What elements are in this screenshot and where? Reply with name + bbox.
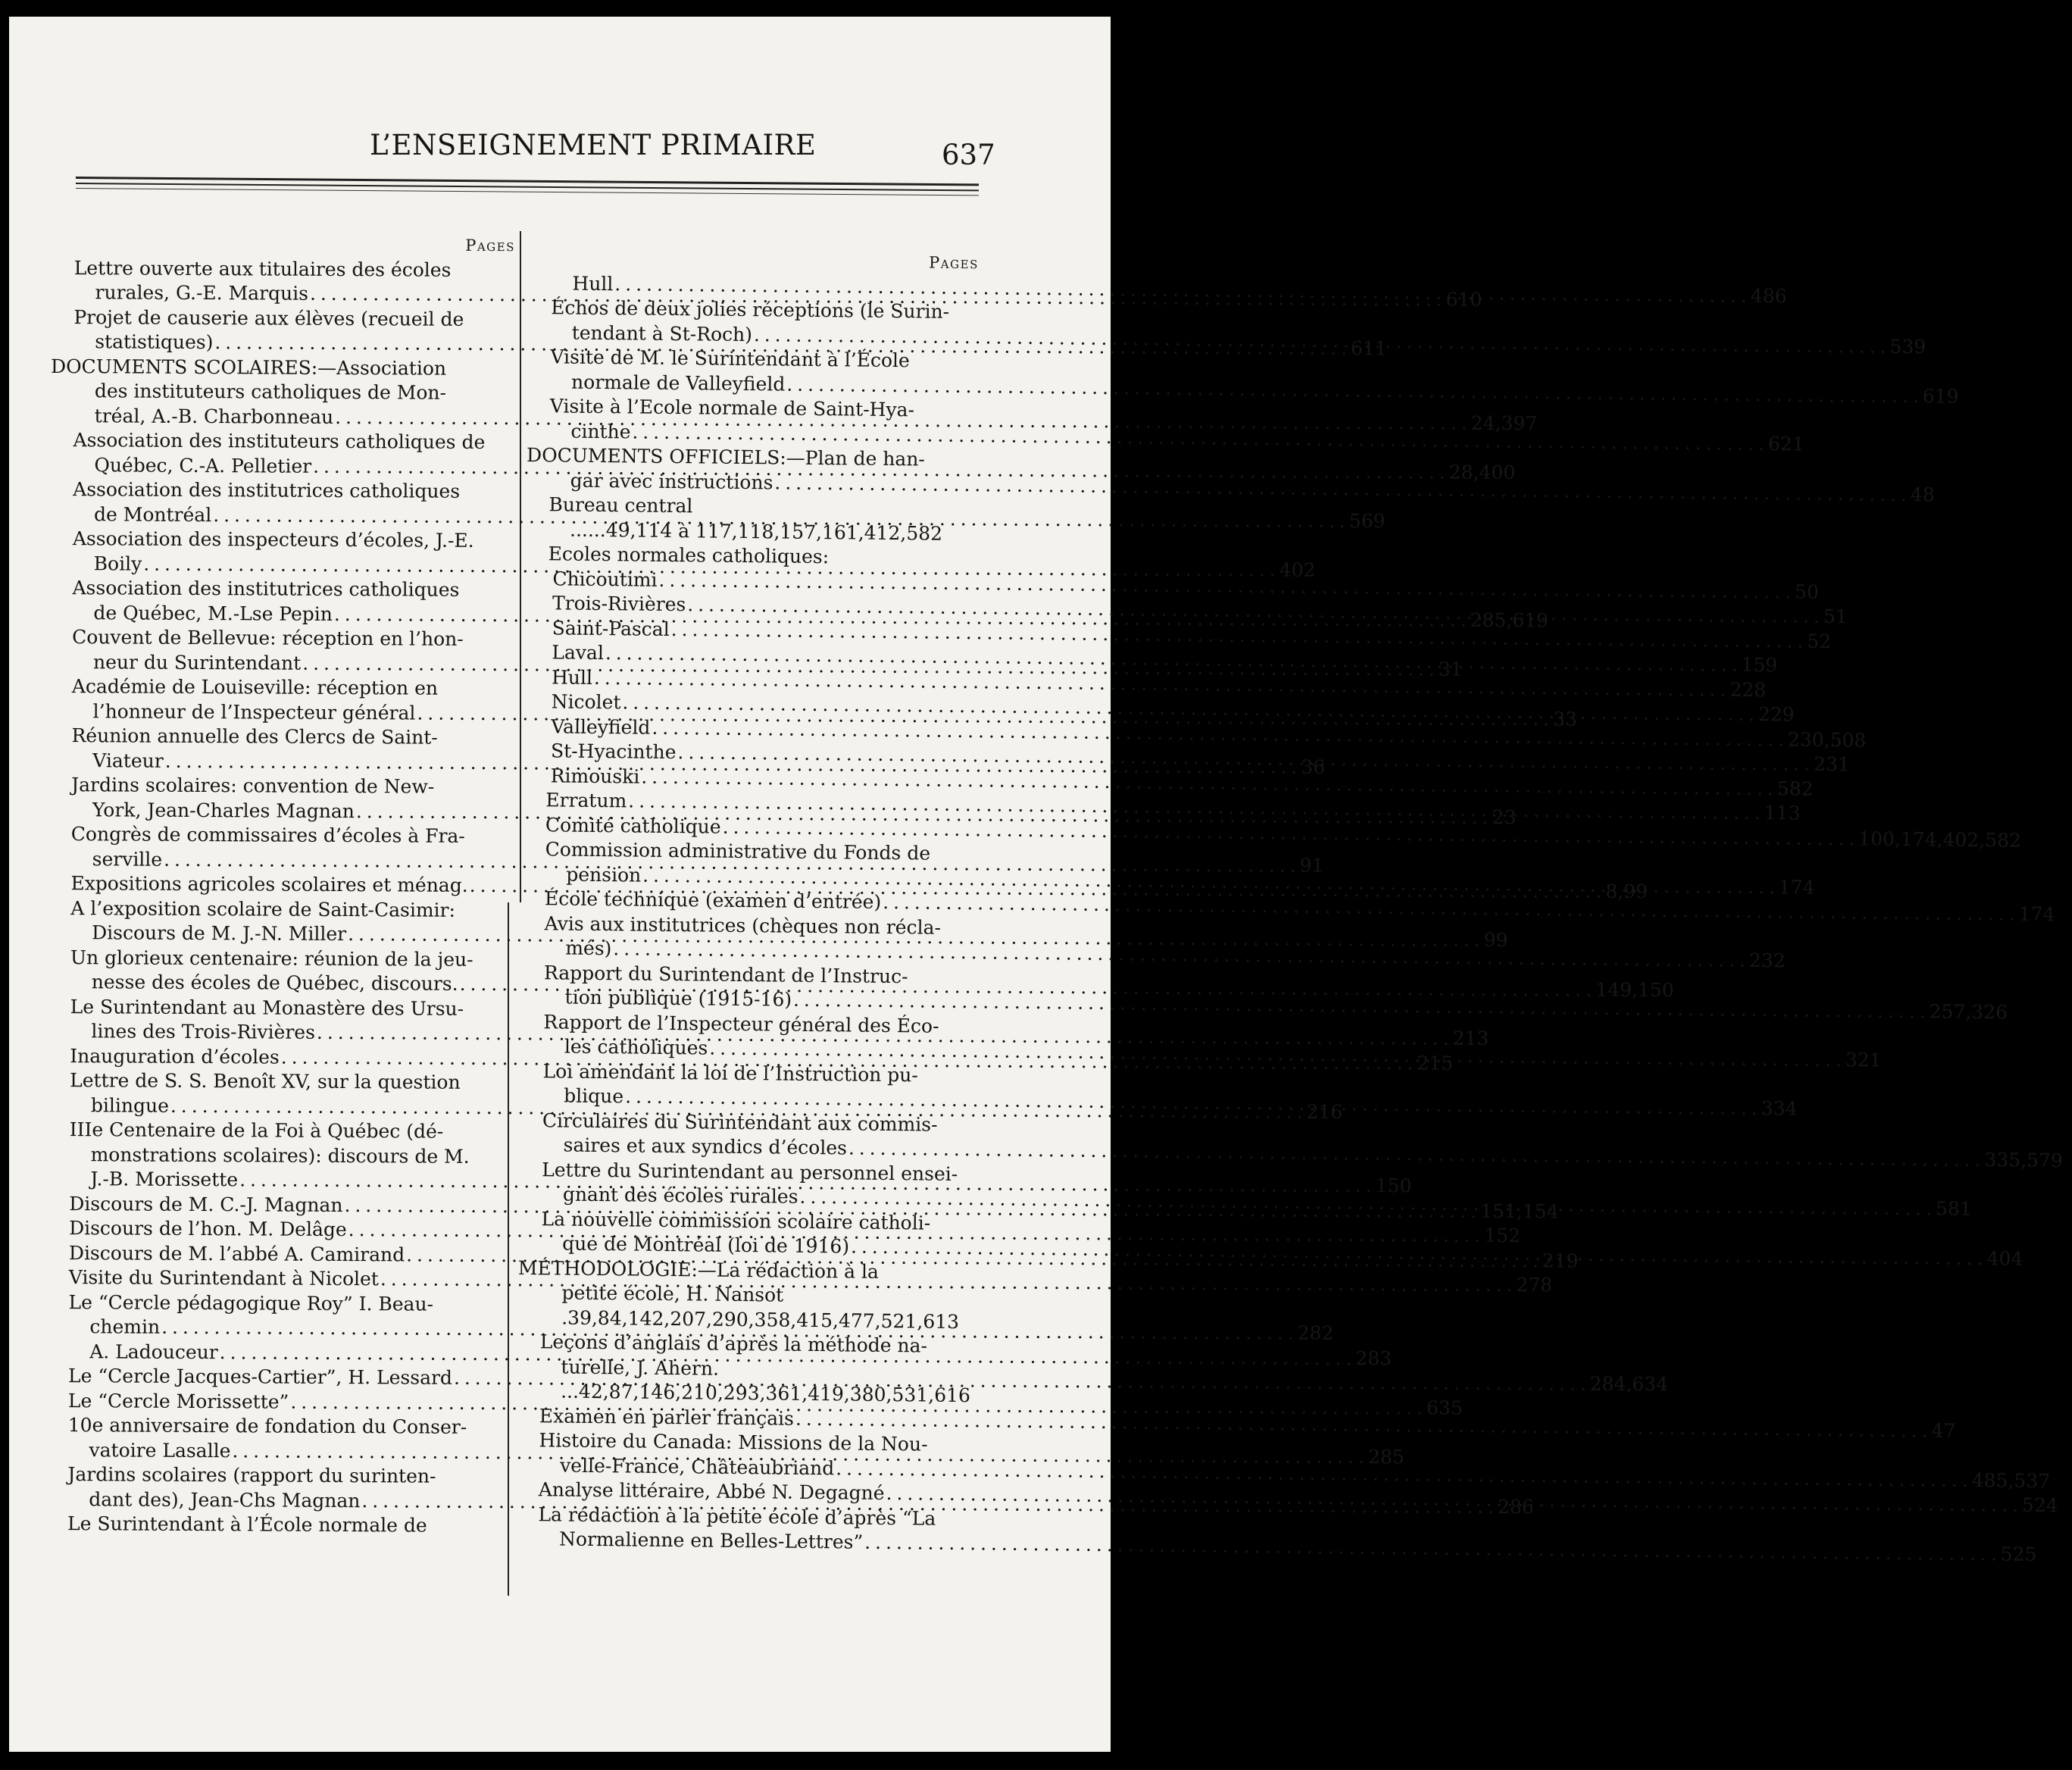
- entry-text: normale de Valleyfield: [570, 371, 786, 396]
- entry-page-number: 283: [1355, 1346, 1392, 1369]
- entry-page-number: 539: [1889, 335, 1927, 358]
- index-entry-line: [48, 945, 511, 972]
- entry-text: nesse des écoles de Québec, discours.: [91, 971, 458, 995]
- entry-page-number: 47: [1931, 1418, 1956, 1442]
- entry-text: velle-France, Châteaubriand: [560, 1454, 835, 1479]
- entry-text: DOCUMENTS SCOLAIRES:—Association: [50, 355, 447, 380]
- pages-label: Pages: [929, 253, 979, 273]
- entry-text: Erratum: [545, 789, 627, 812]
- entry-text: .39,84,142,207,290,358,415,477,521,613: [561, 1306, 960, 1333]
- entry-text: neur du Surintendant: [92, 650, 302, 674]
- page-header: [0, 0, 1133, 205]
- index-entry-line: [45, 1413, 509, 1440]
- entry-text: bilingue: [90, 1093, 170, 1117]
- entry-text: Association des instituteurs catholiques de: [73, 429, 486, 454]
- entry-page-number: 149,150: [1595, 978, 1674, 1002]
- entry-page-number: 24,397: [1470, 411, 1538, 434]
- page-number: 637: [942, 139, 995, 171]
- entry-page-number: 278: [1516, 1274, 1553, 1296]
- entry-text: rurales, G.-E. Marquis: [95, 281, 309, 305]
- entry-text: Laval: [552, 641, 605, 665]
- entry-page-number: 257,326: [1929, 1000, 2008, 1024]
- entry-text: Bureau central: [548, 493, 693, 518]
- entry-text: Lettre ouverte aux titulaires des écoles: [73, 256, 452, 281]
- index-entry-line: [46, 1290, 510, 1317]
- entry-text: Rapport de l’Inspecteur général des Éco-: [543, 1010, 939, 1037]
- entry-text: Jardins scolaires (rapport du surinten-: [67, 1463, 436, 1487]
- index-entry-line: [49, 674, 513, 702]
- entry-page-number: 219: [1542, 1249, 1579, 1272]
- entry-text: petite école, H. Nansot: [561, 1281, 784, 1306]
- entry-text: turelle, J. Ahern.: [561, 1356, 720, 1380]
- entry-page-number: 334: [1761, 1097, 1798, 1120]
- entry-page-number: 50: [1794, 580, 1819, 603]
- entry-text: Le “Cercle Morissette”: [67, 1389, 289, 1413]
- entry-text: J.-B. Morissette: [90, 1168, 239, 1191]
- entry-page-number: 404: [1986, 1247, 2024, 1270]
- index-entry-line: [52, 255, 515, 283]
- entry-text: de Montréal: [93, 502, 212, 526]
- entry-text: Leçons d’anglais d’après la méthode na-: [539, 1331, 928, 1357]
- entry-text: A l’exposition scolaire de Saint-Casimir:: [70, 896, 456, 921]
- index-entry-line: [48, 724, 512, 751]
- entry-page-number: 335,579: [1984, 1149, 2063, 1172]
- index-entry-line: [51, 305, 514, 332]
- entry-page-number: 213: [1452, 1027, 1489, 1049]
- entry-text: Valleyfield: [551, 715, 651, 739]
- entry-text: chemin: [89, 1315, 161, 1338]
- entry-text: Visite à l’Ecole normale de Saint-Hya-: [549, 395, 915, 421]
- entry-page-number: 174: [1778, 875, 1815, 899]
- entry-page-number: 486: [1750, 284, 1787, 307]
- entry-page-number: 569: [1349, 509, 1386, 532]
- entry-page-number: 286: [1497, 1495, 1534, 1518]
- entry-text: Normalienne en Belles-Lettres”: [558, 1528, 864, 1553]
- entry-text: Ecoles normales catholiques:: [548, 543, 830, 568]
- entry-page-number: 582: [1777, 777, 1814, 800]
- entry-text: dant des), Jean-Chs Magnan: [89, 1487, 361, 1512]
- entry-text: les catholiques: [564, 1035, 708, 1059]
- entry-page-number: 232: [1749, 949, 1786, 972]
- entry-text: gnant des écoles rurales: [562, 1183, 798, 1208]
- entry-text: Académie de Louiseville: réception en: [71, 675, 439, 699]
- entry-page-number: 33: [1552, 707, 1577, 730]
- entry-text: Réunion annuelle des Clercs de Saint-: [71, 724, 438, 749]
- entry-page-number: 282: [1297, 1321, 1334, 1344]
- entry-text: ...42,87,146,210,293,361,419,380,531,616: [561, 1380, 971, 1407]
- entry-text: Échos de deux jolies réceptions (le Surin-: [551, 296, 950, 323]
- index-entry-line: [51, 379, 514, 406]
- entry-text: lines des Trois-Rivières: [91, 1020, 316, 1043]
- index-entry-line: [48, 822, 512, 849]
- entry-text: ......49,114 à 117,118,157,161,412,582: [569, 518, 943, 545]
- entry-page-number: 150: [1375, 1174, 1412, 1197]
- entry-text: tendant à St-Roch): [571, 321, 753, 346]
- index-entry-line: [45, 1462, 508, 1490]
- entry-page-number: 524: [2021, 1493, 2058, 1517]
- entry-text: A. Ladouceur: [89, 1340, 218, 1363]
- entry-text: DOCUMENTS OFFICIELS:—Plan de han-: [526, 443, 925, 471]
- entry-page-number: 100,174,402,582: [1858, 827, 2022, 852]
- entry-text: Lettre du Surintendant au personnel ensei-: [542, 1158, 958, 1185]
- entry-text: Loi amendant la loi de l’Instruction pu-: [542, 1059, 918, 1086]
- index-entry-line: [47, 1068, 511, 1096]
- entry-page-number: 151,154: [1480, 1199, 1559, 1222]
- entry-page-number: 619: [1922, 384, 1959, 408]
- entry-page-number: 285,619: [1470, 608, 1549, 631]
- entry-page-number: 51: [1823, 605, 1848, 628]
- entry-text: Boily: [93, 552, 142, 575]
- entry-text: Discours de M. C.-J. Magnan: [69, 1192, 343, 1216]
- entry-text: Examen en parler français: [539, 1404, 795, 1430]
- entry-text: cinthe: [570, 420, 631, 442]
- entry-text: Circulaires du Surintendant aux commis-: [542, 1109, 938, 1136]
- entry-text: més): [565, 937, 612, 960]
- entry-text: Hull: [551, 665, 593, 689]
- entry-text: Discours de M. J.-N. Miller: [92, 921, 347, 946]
- index-entry-line: [48, 773, 512, 800]
- entry-page-number: 174: [2018, 902, 2055, 926]
- entry-text: École technique (examen d’entrée): [544, 887, 882, 913]
- entry-text: blique: [564, 1084, 624, 1108]
- entry-text: gar avec instructions: [570, 469, 773, 493]
- entry-page-number: 152: [1484, 1224, 1521, 1247]
- entry-text: 10e anniversaire de fondation du Conser-: [67, 1414, 467, 1438]
- entry-text: serville: [92, 847, 163, 871]
- entry-page-number: 610: [1445, 288, 1483, 311]
- entry-page-number: 228: [1730, 678, 1767, 701]
- index-entry-line: [50, 428, 514, 455]
- entry-page-number: 52: [1807, 630, 1832, 652]
- entry-text: Discours de l’hon. M. Delâge: [69, 1217, 347, 1241]
- entry-text: La nouvelle commission scolaire catholi-: [541, 1207, 931, 1234]
- entry-text: Congrès de commissaires d’écoles à Fra-: [70, 823, 465, 847]
- entry-text: Projet de causerie aux élèves (recueil de: [73, 305, 464, 330]
- entry-text: tion publique (1915-16): [564, 986, 792, 1011]
- entry-text: Hull: [572, 272, 614, 295]
- entry-text: pension: [566, 863, 642, 887]
- entry-text: IIIe Centenaire de la Foi à Québec (dé-: [69, 1118, 444, 1143]
- entry-text: Discours de M. l’abbé A. Camirand: [68, 1241, 405, 1265]
- entry-text: de Québec, M.-Lse Pepin: [93, 601, 333, 625]
- entry-text: Chicoutimi: [552, 567, 658, 591]
- entry-text: Comité catholique: [545, 813, 721, 838]
- index-entry-line: [51, 354, 514, 381]
- entry-text: des instituteurs catholiques de Mon-: [94, 380, 447, 404]
- entry-text: Commission administrative du Fonds de: [545, 838, 931, 865]
- entry-page-number: 36: [1301, 755, 1326, 778]
- entry-page-number: 99: [1483, 928, 1508, 952]
- entry-text: Un glorieux centenaire: réunion de la jeu-: [70, 946, 473, 971]
- entry-text: Le Surintendant à l’École normale de: [67, 1512, 427, 1537]
- index-entry-line: [47, 1142, 511, 1169]
- entry-page-number: 230,508: [1787, 727, 1867, 752]
- entry-text: Visite de M. le Surintendant à l’École: [550, 346, 910, 372]
- index-entry-line: [50, 477, 514, 505]
- entry-text: Expositions agricoles scolaires et ménag.: [70, 872, 468, 896]
- entry-page-number: 621: [1767, 432, 1805, 455]
- index-entry-line: [45, 1512, 508, 1539]
- pages-label: Pages: [465, 236, 515, 255]
- entry-text: La rédaction à la petite école d’après “La: [538, 1503, 936, 1530]
- entry-text: Visite du Surintendant à Nicolet: [68, 1266, 379, 1290]
- entry-page-number: 23: [1492, 805, 1517, 828]
- index-entry-line: [47, 1118, 511, 1145]
- entry-text: Québec, C.-A. Pelletier: [94, 453, 312, 477]
- entry-text: Le “Cercle pédagogique Roy” I. Beau-: [68, 1290, 434, 1315]
- entry-page-number: 321: [1845, 1049, 1882, 1071]
- entry-text: Association des inspecteurs d’écoles, J.-E.: [72, 527, 474, 552]
- entry-text: Saint-Pascal: [552, 616, 670, 640]
- entry-text: Association des institutrices catholiques: [72, 577, 460, 601]
- index-entry-line: [48, 994, 511, 1021]
- index-entry-line: [515, 1527, 2037, 1565]
- index-entry-line: [49, 625, 513, 652]
- entry-page-number: 8,99: [1605, 880, 1648, 903]
- entry-text: Rimouski: [550, 764, 640, 788]
- entry-text: statistiques): [95, 330, 214, 354]
- entry-text: Lettre de S. S. Benoît XV, sur la question: [70, 1069, 461, 1093]
- entry-text: Histoire du Canada: Missions de la Nou-: [539, 1429, 928, 1456]
- entry-text: Couvent de Bellevue: réception en l’hon-: [72, 626, 464, 650]
- entry-text: Avis aux institutrices (chèques non récla-: [544, 912, 942, 939]
- entry-text: MÉTHODOLOGIE:—La rédaction à la: [517, 1256, 879, 1283]
- index-entry-line: [50, 527, 514, 554]
- entry-page-number: 525: [2000, 1543, 2037, 1565]
- entry-page-number: 231: [1813, 752, 1850, 776]
- entry-page-number: 159: [1741, 653, 1778, 677]
- entry-page-number: 284,634: [1589, 1372, 1668, 1396]
- entry-text: Rapport du Surintendant de l’Instruc-: [543, 961, 908, 987]
- entry-page-number: 28,400: [1449, 461, 1516, 483]
- entry-text: l’honneur de l’Inspecteur général: [92, 699, 416, 724]
- entry-text: vatoire Lasalle: [89, 1438, 231, 1462]
- entry-text: Nicolet: [551, 690, 621, 714]
- entry-page-number: 402: [1279, 558, 1316, 581]
- entry-text: Trois-Rivières: [552, 592, 686, 616]
- entry-page-number: 285: [1367, 1445, 1405, 1468]
- running-title: L’ENSEIGNEMENT PRIMAIRE: [370, 129, 817, 161]
- entry-page-number: 215: [1417, 1051, 1454, 1074]
- entry-page-number: 31: [1438, 658, 1463, 680]
- entry-text: Analyse littéraire, Abbé N. Degagné: [538, 1478, 885, 1505]
- entry-text: tréal, A.-B. Charbonneau: [94, 404, 334, 428]
- entry-page-number: 113: [1764, 802, 1801, 824]
- index-entry-line: [48, 896, 511, 923]
- entry-page-number: 48: [1910, 483, 1935, 505]
- entry-page-number: 635: [1426, 1396, 1463, 1419]
- index-entry-line: [49, 576, 513, 603]
- entry-text: St-Hyacinthe: [550, 740, 677, 764]
- entry-page-number: 611: [1350, 336, 1387, 360]
- entry-page-number: 485,537: [1971, 1468, 2051, 1492]
- entry-text: Le “Cercle Jacques-Cartier”, H. Lessard: [68, 1365, 453, 1389]
- entry-text: Le Surintendant au Monastère des Ursu-: [70, 995, 464, 1020]
- entry-page-number: 229: [1758, 703, 1795, 726]
- entry-page-number: 216: [1306, 1100, 1343, 1123]
- entry-text: Jardins scolaires: convention de New-: [71, 774, 435, 798]
- entry-text: Inauguration d’écoles: [70, 1044, 280, 1068]
- entry-text: Association des institutrices catholiques: [73, 478, 461, 502]
- entry-page-number: 581: [1935, 1197, 1972, 1221]
- entry-text: que de Montréal (loi de 1916): [562, 1232, 850, 1258]
- entry-page-number: 91: [1299, 854, 1324, 877]
- entry-text: York, Jean-Charles Magnan: [92, 798, 355, 822]
- entry-text: Viateur: [92, 749, 164, 772]
- entry-text: monstrations scolaires): discours de M.: [90, 1143, 470, 1168]
- entry-text: saires et aux syndics d’écoles: [563, 1134, 848, 1159]
